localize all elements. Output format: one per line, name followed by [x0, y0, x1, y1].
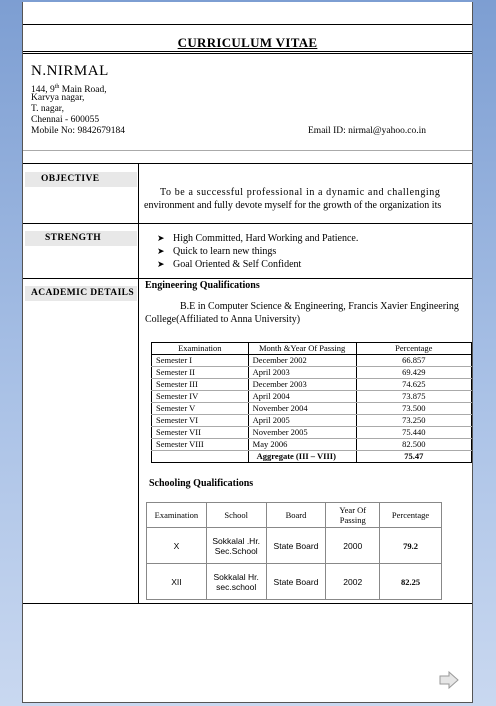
engineering-table — [151, 342, 472, 463]
exam-cell: Semester I — [152, 355, 249, 367]
exam-cell: Semester VII — [152, 427, 249, 439]
exam-cell: X — [147, 528, 207, 564]
aggregate-row — [152, 451, 472, 463]
exam-cell: XII — [147, 564, 207, 600]
column-header: Percentage — [356, 343, 471, 355]
percentage-cell: 73.875 — [356, 391, 471, 403]
address-line-2: Karvya nagar, — [31, 93, 85, 103]
percentage-cell: 82.500 — [356, 439, 471, 451]
column-header: Year Of Passing — [326, 503, 380, 528]
exam-cell: Semester IV — [152, 391, 249, 403]
percentage-cell: 73.250 — [356, 415, 471, 427]
arrow-bullet-icon: ➤ — [157, 246, 165, 256]
month-year-cell: December 2002 — [248, 355, 356, 367]
rule-objective-bottom — [23, 223, 472, 224]
document-title: CURRICULUM VITAE — [177, 35, 318, 50]
table-row — [152, 427, 472, 439]
column-header: Percentage — [380, 503, 442, 528]
column-header: Board — [266, 503, 326, 528]
exam-cell: Semester III — [152, 379, 249, 391]
rule-header-bottom — [23, 150, 472, 151]
table-row — [152, 415, 472, 427]
exam-cell: Semester V — [152, 403, 249, 415]
objective-label: OBJECTIVE — [25, 172, 137, 187]
percentage-cell: 69.429 — [356, 367, 471, 379]
board-cell: State Board — [266, 564, 326, 600]
engineering-heading: Engineering Qualifications — [145, 280, 260, 291]
school-cell: Sokkalal .Hr. Sec.School — [206, 528, 266, 564]
month-year-cell: April 2004 — [248, 391, 356, 403]
next-arrow-icon[interactable] — [438, 670, 460, 690]
percentage-cell: 82.25 — [380, 564, 442, 600]
table-row — [152, 391, 472, 403]
column-header: Month &Year Of Passing — [248, 343, 356, 355]
board-cell: State Board — [266, 528, 326, 564]
table-row — [152, 379, 472, 391]
strength-list — [157, 232, 358, 271]
percentage-cell: 66.857 — [356, 355, 471, 367]
school-cell: Sokkalal Hr. sec.school — [206, 564, 266, 600]
resume-page — [22, 2, 473, 703]
month-year-cell: November 2005 — [248, 427, 356, 439]
mobile-number: Mobile No: 9842679184 — [31, 126, 125, 136]
percentage-cell: 73.500 — [356, 403, 471, 415]
month-year-cell: November 2004 — [248, 403, 356, 415]
column-header: Examination — [147, 503, 207, 528]
academic-label: ACADEMIC DETAILS — [25, 286, 137, 301]
strength-label: STRENGTH — [25, 231, 137, 246]
month-year-cell: April 2003 — [248, 367, 356, 379]
rule-sections-top — [23, 163, 472, 164]
percentage-cell: 74.625 — [356, 379, 471, 391]
email-address: Email ID: nirmal@yahoo.co.in — [308, 126, 426, 136]
table-row — [152, 439, 472, 451]
month-year-cell: December 2003 — [248, 379, 356, 391]
year-cell: 2000 — [326, 528, 380, 564]
table-row — [152, 403, 472, 415]
address-line-3: T. nagar, — [31, 104, 64, 114]
table-row — [152, 367, 472, 379]
rule-under-title-2 — [23, 53, 472, 54]
arrow-bullet-icon: ➤ — [157, 233, 165, 243]
arrow-bullet-icon: ➤ — [157, 259, 165, 269]
address-line-1: 144, 9th Main Road, — [31, 84, 107, 96]
rule-strength-bottom — [23, 278, 472, 279]
rule-bottom — [23, 603, 472, 604]
table-row — [152, 355, 472, 367]
table-header-row — [147, 503, 442, 528]
exam-cell: Semester VI — [152, 415, 249, 427]
percentage-cell: 75.440 — [356, 427, 471, 439]
empty-cell — [152, 451, 249, 463]
month-year-cell: May 2006 — [248, 439, 356, 451]
table-row — [147, 564, 442, 600]
degree-line-2: College(Affiliated to Anna University) — [145, 314, 301, 325]
rule-under-title — [23, 51, 472, 52]
exam-cell: Semester VIII — [152, 439, 249, 451]
candidate-name: N.NIRMAL — [31, 63, 109, 79]
table-row — [147, 528, 442, 564]
objective-text: To be a successful professional in a dynamic and challenging environment and fully devote myself for the growth of the organization its — [144, 187, 442, 211]
schooling-heading: Schooling Qualifications — [149, 478, 254, 489]
list-item: ➤ High Committed, Hard Working and Patience. — [157, 233, 359, 244]
list-item: ➤ Quick to learn new things — [157, 246, 277, 257]
table-header-row — [152, 343, 472, 355]
percentage-cell: 79.2 — [380, 528, 442, 564]
column-header: Examination — [152, 343, 249, 355]
list-item: ➤ Goal Oriented & Self Confident — [157, 259, 302, 270]
year-cell: 2002 — [326, 564, 380, 600]
aggregate-value: 75.47 — [356, 451, 471, 463]
schooling-table — [146, 502, 442, 600]
address-line-4: Chennai - 600055 — [31, 115, 100, 125]
column-header: School — [206, 503, 266, 528]
rule-top — [23, 24, 472, 25]
month-year-cell: April 2005 — [248, 415, 356, 427]
exam-cell: Semester II — [152, 367, 249, 379]
degree-line-1: B.E in Computer Science & Engineering, Francis Xavier Engineering — [180, 301, 459, 312]
section-divider — [138, 163, 139, 603]
aggregate-label: Aggregate (III – VIII) — [248, 451, 356, 463]
